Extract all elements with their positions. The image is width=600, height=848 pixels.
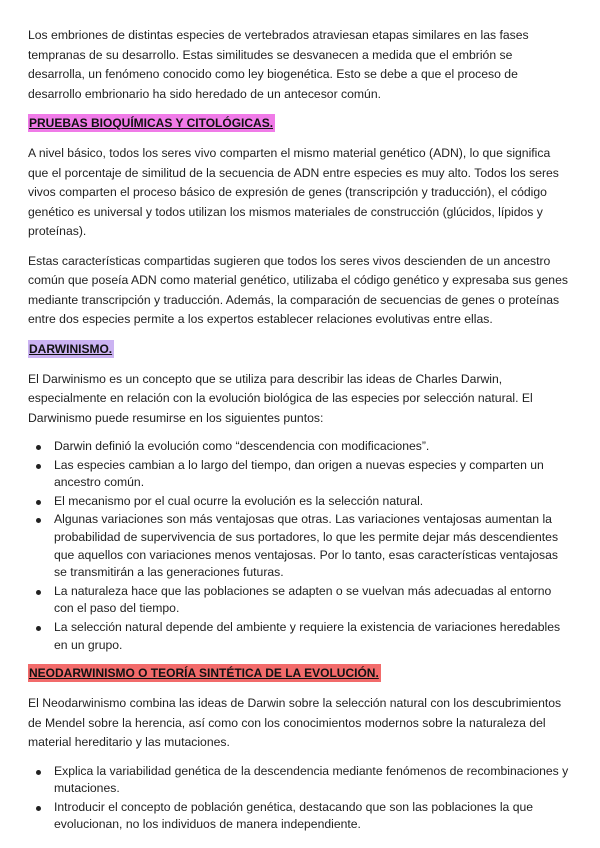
section-heading-pruebas: PRUEBAS BIOQUÍMICAS Y CITOLÓGICAS.	[29, 116, 274, 130]
list-item: Explica la variabilidad genética de la descendencia mediante fenómenos de recombinaciones y mutaciones.	[28, 763, 572, 798]
section-heading-darwinismo: DARWINISMO.	[29, 341, 113, 356]
list-item: Introducir el concepto de población genética, destacando que son las poblaciones la que evolucionan, no los individuos de manera independiente.	[28, 799, 572, 834]
pruebas-paragraph-2: Estas características compartidas sugieren que todos los seres vivos descienden de un ancestro común que poseía ADN como material genético, utilizaba el código genético y expresaba sus genes mediante transcripción y traducción. Además, la comparación de secuencias de genes o proteínas entre dos especies permite a los expertos establecer relaciones evolutivas entre ellas.	[28, 253, 568, 326]
list-item: Las especies cambian a lo largo del tiempo, dan origen a nuevas especies y comparten un ancestro común.	[28, 457, 572, 492]
neodarwinismo-paragraph: El Neodarwinismo combina las ideas de Darwin sobre la selección natural con los descubrimientos de Mendel sobre la herencia, así como con los conocimientos modernos sobre la naturaleza del material hereditario y las mutaciones.	[28, 696, 562, 750]
section-heading-wrap	[28, 114, 572, 132]
list-item: La naturaleza hace que las poblaciones se adapten o se vuelvan más adecuadas al entorno con el paso del tiempo.	[28, 583, 572, 618]
list-item: Darwin definió la evolución como “descendencia con modificaciones”.	[28, 438, 572, 456]
section-heading-wrap	[28, 664, 572, 682]
section-heading-wrap	[28, 340, 572, 358]
neodarwinismo-list	[28, 763, 572, 834]
intro-paragraph: Los embriones de distintas especies de vertebrados atraviesan etapas similares en las fases tempranas de su desarrollo. Estas similitudes se desvanecen a medida que el embrión se desarrolla, un fenómeno conocido como ley biogenética. Esto se debe a que el proceso de desarrollo embrionario ha sido heredado de un antecesor común.	[28, 28, 529, 101]
list-item: La selección natural depende del ambiente y requiere la existencia de variaciones heredables en un grupo.	[28, 619, 572, 654]
pruebas-paragraph-1: A nivel básico, todos los seres vivo comparten el mismo material genético (ADN), lo que significa que el porcentaje de similitud de la secuencia de ADN entre especies es muy alto. Todos los seres vivos comparten el proceso básico de expresión de genes (transcripción y traducción), el código genético es universal y todos utilizan los mismos materiales de construcción (glúcidos, lípidos y proteínas).	[28, 146, 559, 238]
list-item: Algunas variaciones son más ventajosas que otras. Las variaciones ventajosas aumentan la probabilidad de supervivencia de sus portadores, lo que les permite dejar más descendientes que aquellos con variaciones menos ventajosas. Por lo tanto, esas características ventajosas se transmitirán a las generaciones futuras.	[28, 511, 572, 581]
list-item: El mecanismo por el cual ocurre la evolución es la selección natural.	[28, 493, 572, 511]
darwinismo-list	[28, 438, 572, 654]
section-heading-neodarwinismo: NEODARWINISMO O TEORÍA SINTÉTICA DE LA EVOLUCIÓN.	[29, 666, 379, 681]
darwinismo-paragraph: El Darwinismo es un concepto que se utiliza para describir las ideas de Charles Darwin, especialmente en relación con la evolución biológica de las especies por selección natural. El Darwinismo puede resumirse en los siguientes puntos:	[28, 371, 533, 425]
